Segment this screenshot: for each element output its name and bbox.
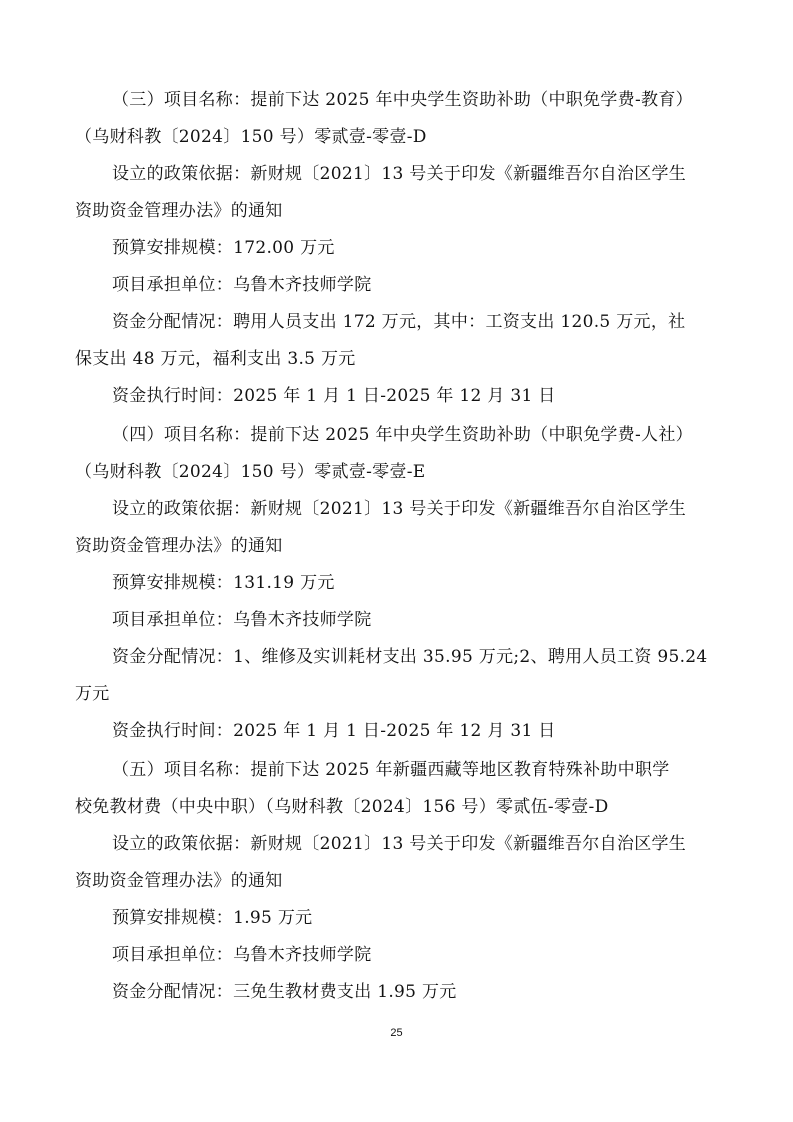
section-4-policy-basis-continued: 资助资金管理办法》的通知 (75, 536, 283, 556)
section-5-title-continued: 校免教材费（中央中职）（乌财科教〔2024〕156 号）零贰伍-零壹-D (75, 797, 609, 817)
section-5-title: （五）项目名称：提前下达 2025 年新疆西藏等地区教育特殊补助中职学 (112, 760, 670, 780)
section-4-allocation-continued: 万元 (75, 684, 110, 704)
page-number: 25 (390, 1027, 403, 1039)
section-5-policy-basis: 设立的政策依据：新财规〔2021〕13 号关于印发《新疆维吾尔自治区学生 (112, 834, 687, 854)
section-5-budget: 预算安排规模：1.95 万元 (112, 908, 313, 928)
section-3-policy-basis-continued: 资助资金管理办法》的通知 (75, 201, 283, 221)
section-3-title: （三）项目名称：提前下达 2025 年中央学生资助补助（中职免学费-教育） (112, 90, 693, 110)
section-5-policy-basis-continued: 资助资金管理办法》的通知 (75, 871, 283, 891)
section-3-allocation: 资金分配情况：聘用人员支出 172 万元，其中：工资支出 120.5 万元，社 (112, 312, 686, 332)
section-4-policy-basis: 设立的政策依据：新财规〔2021〕13 号关于印发《新疆维吾尔自治区学生 (112, 499, 687, 519)
section-4-budget: 预算安排规模：131.19 万元 (112, 573, 335, 593)
section-3-allocation-continued: 保支出 48 万元，福利支出 3.5 万元 (75, 349, 356, 369)
section-3-policy-basis: 设立的政策依据：新财规〔2021〕13 号关于印发《新疆维吾尔自治区学生 (112, 164, 687, 184)
section-4-allocation: 资金分配情况：1、维修及实训耗材支出 35.95 万元;2、聘用人员工资 95.24 (112, 647, 708, 667)
section-4-title-continued: （乌财科教〔2024〕150 号）零贰壹-零壹-E (75, 462, 426, 482)
section-4-execution-time: 资金执行时间：2025 年 1 月 1 日-2025 年 12 月 31 日 (112, 721, 556, 741)
section-4-title: （四）项目名称：提前下达 2025 年中央学生资助补助（中职免学费-人社） (112, 425, 693, 445)
section-5-allocation: 资金分配情况：三免生教材费支出 1.95 万元 (112, 982, 457, 1002)
section-4-unit: 项目承担单位：乌鲁木齐技师学院 (112, 610, 372, 630)
section-5-unit: 项目承担单位：乌鲁木齐技师学院 (112, 945, 372, 965)
section-3-unit: 项目承担单位：乌鲁木齐技师学院 (112, 275, 372, 295)
section-3-budget: 预算安排规模：172.00 万元 (112, 238, 335, 258)
section-3-title-continued: （乌财科教〔2024〕150 号）零贰壹-零壹-D (75, 127, 427, 147)
section-3-execution-time: 资金执行时间：2025 年 1 月 1 日-2025 年 12 月 31 日 (112, 386, 556, 406)
